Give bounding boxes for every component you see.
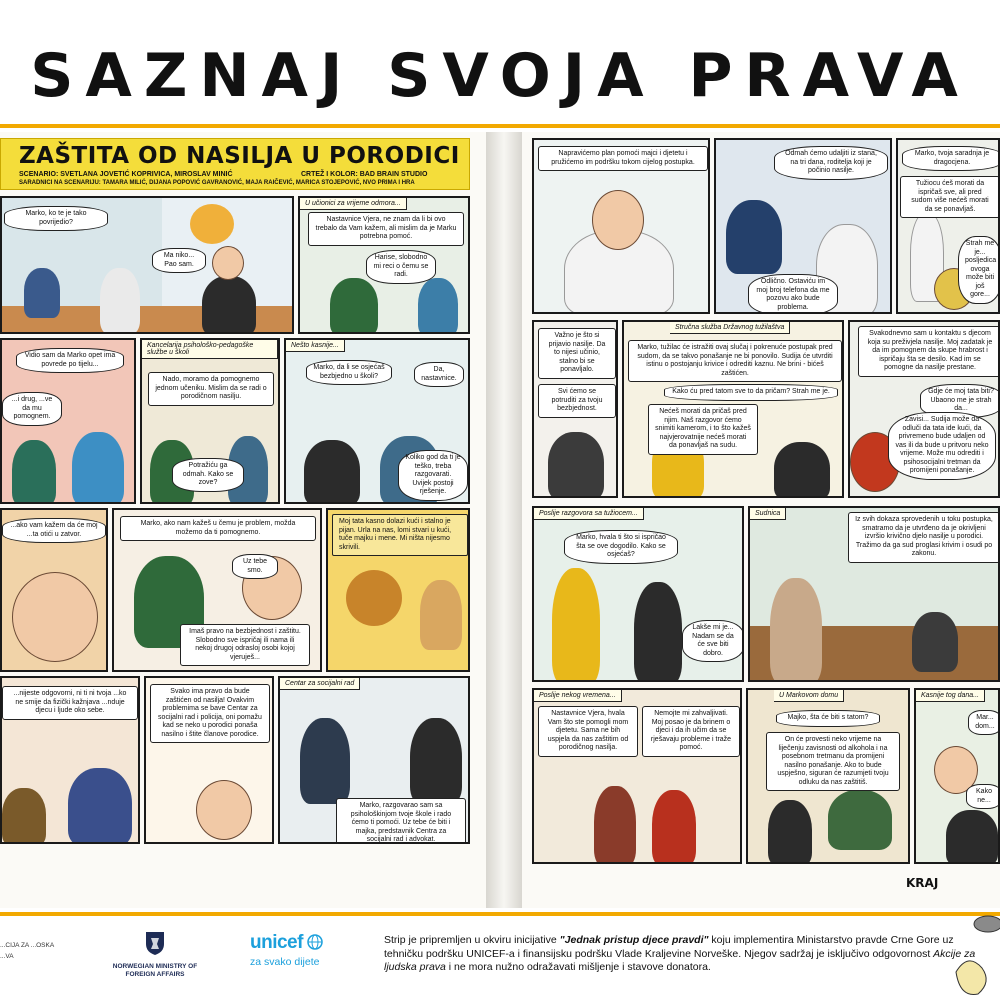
comic-title: ZAŠTITA OD NASILJA U PORODICI (19, 143, 460, 169)
speech-bubble: Harise, slobodno mi reci o čemu se radi. (366, 250, 436, 284)
cartoon-character-corner-icon (948, 912, 1000, 1000)
panel-rights (144, 676, 274, 844)
student-crouching (24, 268, 60, 318)
panel-friend-reports (0, 338, 136, 504)
disclaimer-part: koju implementira Ministarstvo pravde Crne Gore uz tehničku podršku UNICEF-a i finansijsku podršku Vlade Kraljevine Norveške. Njegov sadržaj je isključivo odgovornost (384, 934, 954, 960)
police-officer-figure (726, 200, 782, 274)
organization-name: Akcije za ljudska prava (384, 947, 976, 973)
speech-bubble: Gdje će moj tata biti? Ubaono me je strah da... (920, 384, 1000, 418)
poster-title: SAZNAJ SVOJA PRAVA (30, 41, 970, 111)
haris-figure (72, 432, 124, 504)
panel-pp-office (140, 338, 280, 504)
speech-bubble: Potražiću ga odmah. Kako se zove? (172, 458, 244, 492)
panel-caption: Poslije razgovora sa tužiocem... (534, 508, 644, 520)
speech-bubble: Nado, moramo da pomognemo jednom učeniku. Mislim da se radi o porodičnom nasilju. (148, 372, 274, 406)
panel-important (532, 320, 618, 498)
speech-bubble: Majko, šta će biti s tatom? (776, 710, 880, 727)
credit-art: CRTEŽ I KOLOR: BAD BRAIN STUDIO (301, 171, 428, 178)
panel-thanks (532, 688, 742, 864)
top-divider (0, 124, 1000, 128)
marko-figure (304, 440, 360, 504)
social-worker-head (592, 190, 644, 250)
speech-bubble: Marko, ako nam kažeš u čemu je problem, možda možemo da ti pomognemo. (120, 516, 316, 541)
speech-bubble: Lakše mi je... Nadam se da će sve biti dobro. (682, 620, 744, 662)
panel-caption: U Markovom domu (774, 690, 844, 702)
panel-later (284, 338, 470, 504)
panel-after-talk (532, 506, 744, 682)
panel-hallway (0, 196, 294, 334)
speech-bubble: Marko, ko te je tako povrijedio? (4, 206, 108, 231)
unicef-tagline: za svako dijete (250, 956, 320, 968)
marko-figure (2, 788, 46, 844)
speech-bubble: Nastavnice Vjera, hvala Vam što ste pomogli mom djetetu. Sama ne bih uspjela da nas zaštitim od porodičnog nasilja. (538, 706, 638, 757)
mother-figure (594, 786, 636, 864)
panel-caption: Centar za socijalni rad (280, 678, 360, 690)
speech-bubble: Svakodnevno sam u kontaktu s djecom koja su preživjela nasilje. Moj zadatak je da im pomognem da skupe hrabrost i ispričaju šta se desilo. Kad im se pomogne da nasilje prestane. (858, 326, 1000, 377)
panel-marko-closeup (0, 508, 108, 672)
marko-figure (634, 582, 682, 682)
marko-figure (768, 800, 812, 864)
disclaimer-part: Strip je pripremljen u okviru inicijative (384, 934, 560, 946)
panel-flashback (326, 508, 470, 672)
angry-father-figure (346, 570, 402, 626)
unicef-wordmark: unicef (250, 932, 303, 953)
unicef-globe-icon (307, 934, 323, 950)
right-page (522, 132, 1000, 908)
lawyer-figure (548, 432, 604, 498)
speech-bubble: Nastavnice Vjera, ne znam da li bi ovo trebalo da Vam kažem, ali mislim da je Marku potrebna pomoć. (308, 212, 464, 246)
teacher-figure (100, 268, 140, 334)
speech-bubble: Strah me je... posljedica ovoga može biti još gore... (958, 236, 1000, 304)
speech-bubble: Uz tebe smo. (232, 554, 278, 579)
panel-home (746, 688, 910, 864)
speech-bubble: Odmah ćemo udaljiti iz stana, na tri dana, roditelja koji je počinio nasilje. (774, 146, 888, 180)
disclaimer-text (384, 934, 984, 975)
marko-figure (410, 718, 462, 804)
speech-bubble: Vidio sam da Marko opet ima povrede po tijelu... (16, 348, 124, 373)
speech-bubble: Marko, hvala ti što si ispričao šta se ove dogodilo. Kako se osjećaš? (564, 530, 678, 564)
panel-caption: Kancelarija psihološko-pedagoške službe u školi (142, 340, 278, 359)
panel-social-center (278, 676, 470, 844)
marko-figure (202, 276, 256, 334)
social-worker-figure (300, 718, 350, 804)
panel-classroom (298, 196, 470, 334)
speech-bubble: On će provesti neko vrijeme na liječenju zavisnosti od alkohola i na posebnom tretmanu da promijeni nasilno ponašanje. Ako to bude uspješno, siguran će razumjeti tvoju odluku da nas zaštitiš. (766, 732, 900, 791)
marko-figure (774, 442, 830, 498)
speech-bubble: Kako ću pred tatom sve to da pričam? Strah me je. (664, 384, 838, 401)
panel-caption: Nešto kasnije... (286, 340, 345, 352)
marko-head (12, 572, 98, 662)
speech-bubble: Nemojte mi zahvaljivati. Moj posao je da brinem o djeci i da ih učim da se rješavaju probleme i traže pomoć. (642, 706, 740, 757)
panel-encouragement (112, 508, 322, 672)
credit-scenario: SCENARIO: SVETLANA JOVETIĆ KOPRIVICA, MIROSLAV MINIĆ (19, 171, 233, 178)
panel-phone-call (532, 138, 710, 314)
speech-bubble: Odlično. Ostaviću im moj broj telefona da me pozovu ako bude problema. (748, 274, 838, 314)
speech-bubble: Ma niko... Pao sam. (152, 248, 206, 273)
mother-on-sofa-figure (828, 790, 892, 850)
speech-bubble: Mar... dom... (968, 710, 1000, 735)
speech-bubble: Tužiocu ćeš morati da ispričaš sve, ali pred sudom više nećeš morati da se ponavljaš. (900, 176, 1000, 218)
speech-bubble: ...i drug, ...ve da mu pomognem. (2, 392, 62, 426)
narration-box: Moj tata kasno dolazi kući i stalno je pijan. Urla na nas, lomi stvari u kući, tuče majku i mene. Mi ništa nijesmo skrivili. (332, 514, 468, 556)
left-page (0, 132, 486, 908)
panel-prosecutor (622, 320, 844, 498)
speech-bubble: Nećeš morati da pričaš pred njim. Naš razgovor ćemo snimiti kamerom, i to što kažeš najvjerovatnije nećeš morati da ponavljaš na sudu. (648, 404, 758, 455)
panel-caption: Sudnica (750, 508, 786, 520)
panel-later-that-day (914, 688, 1000, 864)
marko-figure (946, 810, 998, 864)
speech-bubble: Svako ima pravo da bude zaštićen od nasilja! Ovakvim problemima se bave Centar za socijalni rad i policija, oni pomažu kad se neko u porodici ponaša nasilno i štite članove porodice. (150, 684, 270, 743)
speech-bubble: Marko, tvoja saradnja je dragocjena. (902, 146, 1000, 171)
norway-ministry-logo (100, 930, 210, 979)
panel-caption: Kasnije tog dana... (916, 690, 985, 702)
speech-bubble: Koliko god da ti je teško, treba razgovarati. Uvijek postoji rješenje. (398, 450, 468, 501)
prosecutor-figure (552, 568, 600, 682)
speech-bubble: Marko, razgovarao sam sa psihološkinjom tvoje škole i rado ćemo ti pomoći. Uz tebe će biti i majka, predstavnik Centra za socijalni rad i advokat. (336, 798, 466, 844)
marko-head (212, 246, 244, 280)
end-label: KRAJ (906, 876, 939, 890)
panel-police (714, 138, 892, 314)
comic-spread (0, 132, 1000, 908)
speech-bubble: ...nijeste odgovorni, ni ti ni tvoja ...ko ne smije da fizički kažnjava ...nduje djecu i ljude oko sebe. (2, 686, 138, 720)
panel-caption: U učionici za vrijeme odmora... (300, 198, 407, 210)
psychologist-figure (68, 768, 132, 844)
panel-cooperation (896, 138, 1000, 314)
teacher-vjera-figure (330, 278, 378, 334)
speech-bubble: Važno je što si prijavio nasilje. Da to nijesi učinio, stalno bi se ponavljalo. (538, 328, 616, 379)
panel-psychologist (848, 320, 1000, 498)
speech-bubble: Iz svih dokaza sprovedenih u toku postupka, smatramo da je utvrđeno da je okrivljeni izvršio krivično djelo nasilje u porodici. Tražimo da ga sud proglasi krivim i osudi po zakonu. (848, 512, 1000, 563)
speech-bubble: Marko, tužilac će istražiti ovaj slučaj i pokrenuće postupak pred sudom, da se takvo ponašanje ne bi ponovilo. Sudija će utvrditi istinu o postojanju krivice i odrediti kaznu. Ne brini - bićeš zaštićen. (628, 340, 842, 382)
speech-bubble: Napravićemo plan pomoći majci i djetetu i pružićemo im podršku tokom cijelog postupka. (538, 146, 708, 171)
book-gutter (486, 132, 522, 908)
teacher-figure (12, 440, 56, 504)
mother-figure (420, 580, 462, 650)
panel-reassurance (0, 676, 140, 844)
speech-bubble: Imaš pravo na bezbjednost i zaštitu. Slobodno sve ispričaj ili nama ili nekoj drugoj odrasloj osobi kojoj vjeruješ... (180, 624, 310, 666)
initiative-name: "Jednak pristup djece pravdi" (559, 934, 709, 946)
credit-collaborators: SARADNICI NA SCENARIJU: TAMARA MILIĆ, DIJANA POPOVIĆ GAVRANOVIĆ, MAJA RAIČEVIĆ, MARICA STOJEPOVIĆ, NVO PRIMA I HRA (19, 180, 415, 186)
speech-bubble: Kako ne... (966, 784, 1000, 809)
speech-bubble: Zavisi... Sudija može da odluči da tata ide kući, da privremeno bude udaljen od vas ili da bude u pritvoru neko vrijeme. Može mu odrediti i psihosocijalni tretman da promijeni ponašanje. (888, 412, 996, 480)
speech-bubble: ...ako vam kažem da će moj ...ta otići u zatvor. (2, 518, 106, 543)
comic-header (0, 138, 470, 190)
speech-bubble: Marko, da li se osjećaš bezbjedno u školi? (306, 360, 392, 385)
teacher-head (196, 780, 252, 840)
speech-bubble: Svi ćemo se potruditi za tvoju bezbjednost. (538, 384, 616, 418)
unicef-logo (250, 932, 340, 968)
disclaimer-part: i ne mora nužno odražavati mišljenje i stavove donatora. (445, 961, 711, 973)
panel-caption: Stručna služba Državnog tužilaštva (670, 322, 790, 334)
speech-bubble: Da, nastavnice. (414, 362, 464, 387)
footer (0, 920, 1000, 1000)
aggressive-father-inset (190, 204, 234, 244)
prosecutor-in-court-figure (770, 578, 822, 682)
panel-caption: Poslije nekog vremena... (534, 690, 622, 702)
teacher-vjera-figure (652, 790, 696, 864)
bottom-divider (0, 912, 1000, 916)
defendant-figure (912, 612, 958, 672)
haris-figure (418, 278, 458, 334)
ministry-name: NORWEGIAN MINISTRY OF FOREIGN AFFAIRS (112, 963, 198, 978)
norway-crest-icon (144, 930, 166, 956)
panel-courtroom (748, 506, 1000, 682)
left-org-logo-text: ...CIJA ZA ...OSKA ...VA (0, 942, 54, 960)
